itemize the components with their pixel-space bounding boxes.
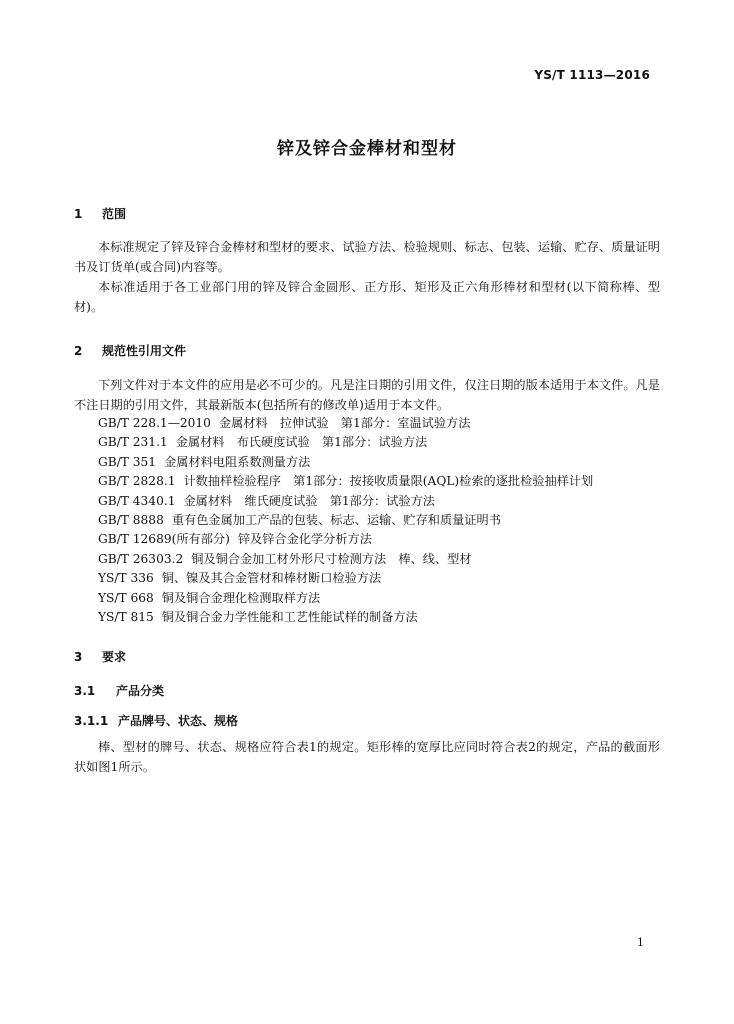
subsection-3-1-1-heading [74, 712, 238, 729]
reference-code: GB/T 351 [98, 454, 157, 469]
reference-title: 重有色金属加工产品的包装、标志、运输、贮存和质量证明书 [171, 513, 501, 528]
reference-item [98, 569, 593, 588]
section-title: 产品分类 [116, 684, 165, 698]
reference-title: 锌及锌合金化学分析方法 [237, 532, 372, 547]
reference-code: GB/T 231.1 [98, 435, 168, 450]
reference-item [98, 414, 593, 433]
reference-item [98, 492, 593, 511]
section-1-heading [74, 205, 126, 222]
reference-title: 铜、镍及其合金管材和棒材断口检验方法 [161, 571, 382, 586]
subsection-3-1-1-paragraph: 棒、型材的牌号、状态、规格应符合表1的规定。矩形棒的宽厚比应同时符合表2的规定，产品的截面形状如图1所示。 [74, 740, 660, 774]
section-title: 规范性引用文件 [102, 344, 187, 358]
standard-code: YS/T 1113—2016 [534, 68, 650, 82]
reference-title: 计数抽样检验程序 第1部分：按接收质量限(AQL)检索的逐批检验抽样计划 [183, 474, 594, 489]
reference-code: YS/T 815 [98, 610, 154, 625]
section-number: 3.1 [74, 684, 96, 698]
section-1-paragraph-1: 本标准规定了锌及锌合金棒材和型材的要求、试验方法、检验规则、标志、包装、运输、贮存、质量证明书及订货单(或合同)内容等。 [74, 240, 660, 274]
reference-item [98, 472, 593, 491]
section-title: 范围 [102, 207, 127, 221]
reference-code: YS/T 668 [98, 590, 154, 605]
page-number: 1 [637, 936, 644, 949]
section-number: 1 [74, 207, 83, 221]
section-3-heading [74, 648, 126, 665]
reference-item [98, 530, 593, 549]
section-title: 要求 [102, 650, 127, 664]
section-title: 产品牌号、状态、规格 [118, 714, 239, 728]
reference-list [98, 414, 593, 627]
reference-item [98, 589, 593, 608]
reference-code: GB/T 8888 [98, 513, 164, 528]
document-title: 锌及锌合金棒材和型材 [277, 139, 457, 159]
reference-title: 金属材料电阻系数测量方法 [164, 454, 311, 469]
section-number: 3 [74, 650, 83, 664]
reference-code: GB/T 26303.2 [98, 551, 184, 566]
reference-code: YS/T 336 [98, 571, 154, 586]
reference-item [98, 608, 593, 627]
reference-title: 铜及铜合金力学性能和工艺性能试样的制备方法 [161, 610, 418, 625]
reference-code: GB/T 4340.1 [98, 493, 176, 508]
subsection-3-1-heading [74, 682, 164, 699]
reference-code: GB/T 228.1—2010 [98, 416, 211, 430]
section-2-heading [74, 342, 186, 359]
reference-item [98, 433, 593, 452]
reference-code: GB/T 2828.1 [98, 474, 176, 489]
section-1-paragraph-2: 本标准适用于各工业部门用的锌及锌合金圆形、正方形、矩形及正六角形棒材和型材(以下简称棒、型材)。 [74, 280, 660, 314]
reference-title: 金属材料 拉伸试验 第1部分：室温试验方法 [218, 416, 471, 430]
section-number: 3.1.1 [74, 714, 109, 728]
reference-item [98, 511, 593, 530]
reference-title: 金属材料 布氏硬度试验 第1部分：试验方法 [175, 435, 428, 450]
reference-item [98, 550, 593, 569]
reference-code: GB/T 12689(所有部分) [98, 532, 230, 547]
section-number: 2 [74, 344, 83, 358]
reference-title: 铜及铜合金加工材外形尺寸检测方法 棒、线、型材 [191, 551, 472, 566]
reference-title: 金属材料 维氏硬度试验 第1部分：试验方法 [183, 493, 435, 508]
reference-item [98, 453, 593, 472]
reference-title: 铜及铜合金理化检测取样方法 [161, 590, 321, 605]
section-2-intro: 下列文件对于本文件的应用是必不可少的。凡是注日期的引用文件，仅注日期的版本适用于本文件。凡是不注日期的引用文件，其最新版本(包括所有的修改单)适用于本文件。 [74, 378, 660, 412]
